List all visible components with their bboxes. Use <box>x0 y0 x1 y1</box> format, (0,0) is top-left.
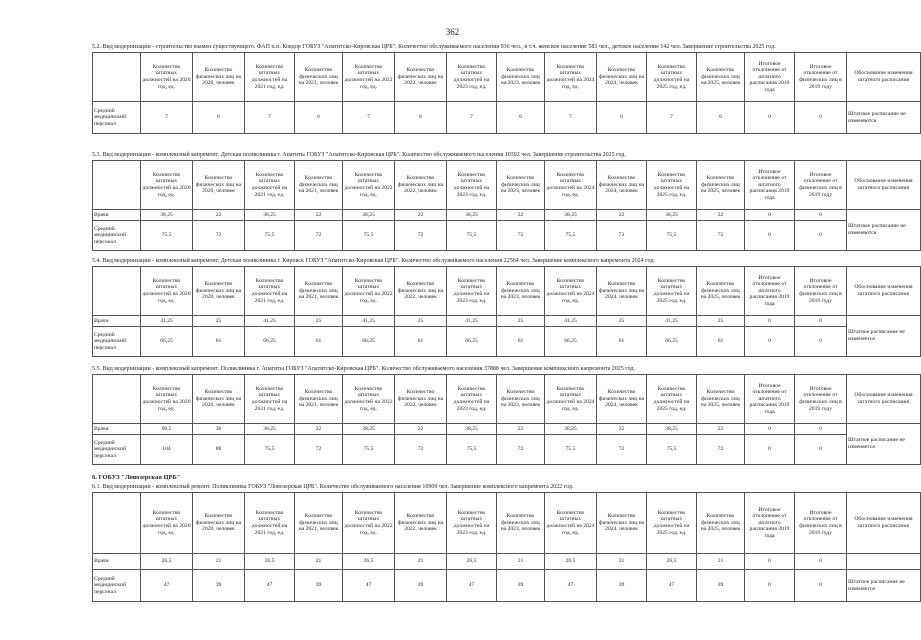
cell: 0 <box>745 210 795 221</box>
cell: 0 <box>745 554 795 570</box>
cell: 22 <box>597 210 647 221</box>
cell: 41,25 <box>245 316 295 327</box>
column-header: Количество физических лиц на 2021, человек <box>295 161 343 210</box>
column-header: Количество штатных должностей на 2024 год, ед. <box>545 53 597 102</box>
cell: 21 <box>597 554 647 570</box>
cell: 38,25 <box>343 210 395 221</box>
column-header: Количество физических лиц на 2023, человек <box>497 375 545 424</box>
cell: 25 <box>697 316 745 327</box>
cell: 22 <box>295 424 343 435</box>
cell: 41,25 <box>447 316 497 327</box>
column-header: Количество физических лиц на 2022, человек <box>395 53 447 102</box>
cell: 47 <box>545 570 597 602</box>
column-header: Количество физических лиц на 2024, человек <box>597 493 647 554</box>
column-header: Количество штатных должностей на 2024 год, ед. <box>545 161 597 210</box>
cell: 75,5 <box>245 221 295 251</box>
header-corner <box>93 267 141 316</box>
cell: 0 <box>745 327 795 357</box>
column-header: Количество физических лиц на 2024, человек <box>597 267 647 316</box>
cell: 21 <box>193 554 245 570</box>
row-label: Врачи <box>93 210 141 221</box>
cell: 39 <box>395 570 447 602</box>
row-label: Врачи <box>93 554 141 570</box>
column-header: Количество штатных должностей на 2021 год, ед. <box>245 161 295 210</box>
cell: 38,25 <box>647 424 697 435</box>
header-corner <box>93 161 141 210</box>
column-header: Обоснование изменения штатного расписания <box>847 375 921 424</box>
cell: 26,5 <box>447 554 497 570</box>
column-header: Количество штатных должностей на 2025 год, ед. <box>647 375 697 424</box>
cell: 88 <box>193 435 245 465</box>
column-header: Количество штатных должностей на 2023 год, ед. <box>447 493 497 554</box>
column-header: Итоговое отклонение от штатного расписания 2019 года <box>745 375 795 424</box>
table-row <box>93 210 921 221</box>
cell: 25 <box>193 316 245 327</box>
table-row <box>93 102 921 134</box>
table-row <box>93 435 921 465</box>
cell: 7 <box>545 102 597 134</box>
cell: 38,25 <box>245 424 295 435</box>
table-row <box>93 327 921 357</box>
org-title: 6. ГОБУЗ "Ловозерская ЦРБ" <box>92 474 181 481</box>
cell: 38,25 <box>245 210 295 221</box>
column-header: Количество физических лиц на 2022, человек <box>395 493 447 554</box>
column-header: Количество физических лиц на 2022, человек <box>395 161 447 210</box>
section-heading: 5.5. Вид модернизации - комплексный капремонт. Поликлиника г. Апатиты ГОБУЗ "Апатитско-Кировская ЦРБ". Количество обслуживаемого населения 37888 чел. Завершение комплексного капремонта 2025 год. <box>92 366 636 372</box>
cell: 0 <box>795 102 847 134</box>
cell: 7 <box>141 102 193 134</box>
cell: 6 <box>395 102 447 134</box>
header-row <box>93 161 921 210</box>
column-header: Количество физических лиц на 2022, человек <box>395 375 447 424</box>
cell: 104 <box>141 435 193 465</box>
staffing-table <box>92 52 921 134</box>
note-cell: Штатное расписание не изменяется <box>847 316 921 357</box>
page-number: 362 <box>445 27 460 37</box>
cell: 75,5 <box>343 221 395 251</box>
column-header: Количество штатных должностей на 2022 год, ед. <box>343 493 395 554</box>
note-cell: Штатные расписание не изменяются <box>847 102 921 134</box>
cell: 0 <box>795 327 847 357</box>
column-header: Итоговое отклонение от штатного расписания 2019 года <box>745 493 795 554</box>
column-header: Количество физических лиц на 2020, человек <box>193 267 245 316</box>
column-header: Количество физических лиц на 2023, человек <box>497 493 545 554</box>
cell: 38,25 <box>343 424 395 435</box>
cell: 66,25 <box>343 327 395 357</box>
cell: 72 <box>395 221 447 251</box>
cell: 72 <box>597 221 647 251</box>
cell: 41,25 <box>647 316 697 327</box>
staffing-table <box>92 374 921 465</box>
cell: 75,5 <box>647 221 697 251</box>
table-row <box>93 316 921 327</box>
cell: 26,5 <box>245 554 295 570</box>
row-label: Средний медицинский персонал <box>93 102 141 134</box>
cell: 26,5 <box>545 554 597 570</box>
cell: 0 <box>795 570 847 602</box>
column-header: Количество штатных должностей на 2024 год, ед. <box>545 267 597 316</box>
cell: 39 <box>597 570 647 602</box>
column-header: Количество штатных должностей на 2022 год, ед. <box>343 267 395 316</box>
column-header: Количество штатных должностей на 2025 год, ед. <box>647 493 697 554</box>
cell: 0 <box>795 554 847 570</box>
column-header: Количество физических лиц на 2021, человек <box>295 267 343 316</box>
cell: 72 <box>597 435 647 465</box>
cell: 6 <box>697 102 745 134</box>
column-header: Количество штатных должностей на 2021 год, ед. <box>245 53 295 102</box>
cell: 6 <box>193 102 245 134</box>
column-header: Количество физических лиц на 2025, человек <box>697 375 745 424</box>
column-header: Количество физических лиц на 2024, человек <box>597 53 647 102</box>
column-header: Количество физических лиц на 2021, человек <box>295 53 343 102</box>
cell: 22 <box>597 424 647 435</box>
cell: 61 <box>193 327 245 357</box>
cell: 47 <box>647 570 697 602</box>
row-label: Средний медицинский персонал <box>93 327 141 357</box>
staffing-table <box>92 160 921 251</box>
column-header: Обоснование изменения штатного расписания <box>847 161 921 210</box>
cell: 22 <box>193 210 245 221</box>
cell: 22 <box>497 424 545 435</box>
column-header: Количество физических лиц на 2025, человек <box>697 53 745 102</box>
column-header: Обоснование изменения штатного расписания <box>847 53 921 102</box>
column-header: Количество физических лиц на 2022, человек <box>395 267 447 316</box>
column-header: Количество физических лиц на 2025, человек <box>697 493 745 554</box>
cell: 22 <box>395 424 447 435</box>
cell: 25 <box>597 316 647 327</box>
column-header: Итоговое отклонение от физических лиц в 2019 году <box>795 161 847 210</box>
column-header: Количество штатных должностей на 2020 год, ед. <box>141 375 193 424</box>
column-header: Итоговое отклонение от физических лиц в 2019 году <box>795 375 847 424</box>
cell: 25 <box>295 316 343 327</box>
cell: 66,25 <box>647 327 697 357</box>
section-5-5 <box>92 366 913 465</box>
cell: 6 <box>497 102 545 134</box>
column-header: Количество физических лиц на 2023, человек <box>497 267 545 316</box>
cell: 75,5 <box>545 221 597 251</box>
cell: 0 <box>795 424 847 435</box>
staffing-table <box>92 266 921 357</box>
row-label: Средний медицинский персонал <box>93 435 141 465</box>
column-header: Количество штатных должностей на 2022 год, ед. <box>343 375 395 424</box>
cell: 75,5 <box>447 221 497 251</box>
column-header: Обоснование изменения штатного расписания <box>847 267 921 316</box>
column-header: Количество физических лиц на 2024, человек <box>597 375 647 424</box>
row-label: Средний медицинский персонал <box>93 221 141 251</box>
cell: 0 <box>795 221 847 251</box>
cell: 21 <box>395 554 447 570</box>
column-header: Итоговое отклонение от физических лиц в 2019 году <box>795 493 847 554</box>
cell: 7 <box>647 102 697 134</box>
column-header: Количество штатных должностей на 2025 год, ед. <box>647 267 697 316</box>
cell: 41,25 <box>141 316 193 327</box>
cell: 41,25 <box>545 316 597 327</box>
staffing-table <box>92 492 921 602</box>
column-header: Количество штатных должностей на 2024 год, ед. <box>545 493 597 554</box>
cell: 22 <box>497 210 545 221</box>
table-row <box>93 570 921 602</box>
note-cell: Штатные расписание не изменяются <box>847 210 921 251</box>
column-header: Количество физических лиц на 2020, человек <box>193 375 245 424</box>
cell: 72 <box>697 435 745 465</box>
cell: 0 <box>795 435 847 465</box>
cell: 21 <box>497 554 545 570</box>
section-heading: 6.1. Вид модернизации - комплексный ремонт. Поликлиника ГОБУЗ "Ловозерская ЦРБ". Количество обслуживаемого населения 10909 чел. Завершение комплексного капремонта 2022 год. <box>92 484 574 490</box>
column-header: Количество физических лиц на 2020, человек <box>193 493 245 554</box>
cell: 7 <box>245 102 295 134</box>
cell: 38,25 <box>647 210 697 221</box>
column-header: Итоговое отклонение от штатного расписания 2019 года <box>745 161 795 210</box>
cell: 66,25 <box>141 327 193 357</box>
cell: 66,25 <box>245 327 295 357</box>
table-row <box>93 424 921 435</box>
column-header: Количество физических лиц на 2021, человек <box>295 375 343 424</box>
cell: 75,5 <box>245 435 295 465</box>
cell: 66,25 <box>545 327 597 357</box>
cell: 38,25 <box>447 210 497 221</box>
section-5-3 <box>92 152 913 251</box>
column-header: Итоговое отклонение от физических лиц в 2019 году <box>795 267 847 316</box>
table-row <box>93 221 921 251</box>
cell: 21 <box>295 554 343 570</box>
cell: 26,5 <box>343 554 395 570</box>
cell: 72 <box>193 221 245 251</box>
cell: 38,25 <box>545 210 597 221</box>
column-header: Количество штатных должностей на 2021 год, ед. <box>245 493 295 554</box>
cell: 47 <box>343 570 395 602</box>
cell: 38,25 <box>545 424 597 435</box>
cell: 61 <box>697 327 745 357</box>
cell: 0 <box>745 435 795 465</box>
cell: 47 <box>141 570 193 602</box>
cell: 61 <box>395 327 447 357</box>
cell: 47 <box>447 570 497 602</box>
section-5-4 <box>92 258 913 357</box>
header-corner <box>93 53 141 102</box>
cell: 38,25 <box>447 424 497 435</box>
section-6-1 <box>92 474 913 602</box>
cell: 25 <box>497 316 545 327</box>
column-header: Количество физических лиц на 2021, человек <box>295 493 343 554</box>
cell: 39 <box>295 570 343 602</box>
cell: 38,25 <box>141 210 193 221</box>
note-cell: Штатное расписание не изменяется <box>847 424 921 465</box>
cell: 0 <box>745 316 795 327</box>
cell: 0 <box>795 316 847 327</box>
cell: 26,5 <box>647 554 697 570</box>
header-corner <box>93 375 141 424</box>
cell: 72 <box>295 221 343 251</box>
column-header: Количество штатных должностей на 2023 год, ед. <box>447 53 497 102</box>
column-header: Количество штатных должностей на 2023 год, ед. <box>447 267 497 316</box>
column-header: Количество штатных должностей на 2020 год, ед. <box>141 267 193 316</box>
cell: 75,5 <box>343 435 395 465</box>
section-5-2 <box>92 44 913 134</box>
cell: 60,5 <box>141 424 193 435</box>
header-row <box>93 267 921 316</box>
column-header: Количество штатных должностей на 2022 год, ед. <box>343 53 395 102</box>
column-header: Количество физических лиц на 2025, человек <box>697 161 745 210</box>
cell: 61 <box>497 327 545 357</box>
column-header: Обоснование изменения штатного расписания <box>847 493 921 554</box>
cell: 72 <box>395 435 447 465</box>
column-header: Количество штатных должностей на 2021 год, ед. <box>245 267 295 316</box>
cell: 75,5 <box>141 221 193 251</box>
cell: 6 <box>295 102 343 134</box>
column-header: Количество физических лиц на 2020, человек <box>193 53 245 102</box>
header-row <box>93 493 921 554</box>
section-heading: 5.2. Вид модернизации - строительство взамен существующего. ФАП н.п. Ковдор ГОБУЗ "Апатитско-Кировская ЦРБ". Количество обслуживаемого населения 936 чел., в т.ч. женское население 583 чел., детское население 142 чел. Завершение строительства 2025 год. <box>92 44 776 50</box>
column-header: Количество штатных должностей на 2023 год, ед. <box>447 161 497 210</box>
cell: 0 <box>745 570 795 602</box>
column-header: Количество штатных должностей на 2024 год, ед. <box>545 375 597 424</box>
header-row <box>93 375 921 424</box>
cell: 22 <box>295 210 343 221</box>
row-label: Врачи <box>93 424 141 435</box>
cell: 66,25 <box>447 327 497 357</box>
cell: 0 <box>795 210 847 221</box>
cell: 0 <box>745 221 795 251</box>
section-heading: 5.3. Вид модернизации - комплексный капремонт. Детская поликлиника г. Апатиты ГОБУЗ "Апатитско-Кировская ЦРБ". Количество обслуживаемого населения 10392 чел. Завершение строительства 2025 год. <box>92 152 626 158</box>
cell: 39 <box>497 570 545 602</box>
cell: 6 <box>597 102 647 134</box>
cell: 25 <box>395 316 447 327</box>
header-corner <box>93 493 141 554</box>
cell: 75,5 <box>447 435 497 465</box>
table-row <box>93 554 921 570</box>
column-header: Количество физических лиц на 2023, человек <box>497 161 545 210</box>
section-heading: 5.4. Вид модернизации - комплексный капремонт. Детская поликлиника г. Кировск ГОБУЗ "Апатитско-Кировская ЦРБ". Количество обслуживаемого населения 22564 чел. Завершение комплексного капремонта 2024 год. <box>92 258 655 264</box>
cell: 21 <box>697 554 745 570</box>
cell: 61 <box>597 327 647 357</box>
cell: 39 <box>697 570 745 602</box>
column-header: Количество физических лиц на 2025, человек <box>697 267 745 316</box>
column-header: Количество штатных должностей на 2025 год, ед. <box>647 53 697 102</box>
column-header: Итоговое отклонение от штатного расписания 2019 года <box>745 267 795 316</box>
column-header: Количество штатных должностей на 2023 год, ед. <box>447 375 497 424</box>
cell: 22 <box>697 424 745 435</box>
note-cell: Штатное расписание не изменяется <box>847 570 921 602</box>
cell: 26,5 <box>141 554 193 570</box>
cell: 75,5 <box>545 435 597 465</box>
cell: 75,5 <box>647 435 697 465</box>
column-header: Количество физических лиц на 2023, человек <box>497 53 545 102</box>
cell: 22 <box>697 210 745 221</box>
cell: 0 <box>745 102 795 134</box>
column-header: Количество штатных должностей на 2020 год, ед. <box>141 161 193 210</box>
cell: 72 <box>295 435 343 465</box>
column-header: Количество штатных должностей на 2020 год, ед. <box>141 53 193 102</box>
cell: 41,25 <box>343 316 395 327</box>
cell: 61 <box>295 327 343 357</box>
row-label: Врачи <box>93 316 141 327</box>
header-row <box>93 53 921 102</box>
cell: 7 <box>343 102 395 134</box>
column-header: Количество штатных должностей на 2025 год, ед. <box>647 161 697 210</box>
note-cell <box>847 554 921 570</box>
cell: 22 <box>395 210 447 221</box>
row-label: Средний медицинский персонал <box>93 570 141 602</box>
column-header: Итоговое отклонение от штатного расписания 2019 года <box>745 53 795 102</box>
column-header: Количество штатных должностей на 2020 год, ед. <box>141 493 193 554</box>
cell: 72 <box>497 221 545 251</box>
column-header: Количество физических лиц на 2024, человек <box>597 161 647 210</box>
column-header: Количество штатных должностей на 2021 год, ед. <box>245 375 295 424</box>
column-header: Количество штатных должностей на 2022 год, ед. <box>343 161 395 210</box>
cell: 47 <box>245 570 295 602</box>
cell: 72 <box>697 221 745 251</box>
cell: 0 <box>745 424 795 435</box>
column-header: Количество физических лиц на 2020, человек <box>193 161 245 210</box>
cell: 72 <box>497 435 545 465</box>
cell: 7 <box>447 102 497 134</box>
cell: 39 <box>193 570 245 602</box>
cell: 36 <box>193 424 245 435</box>
column-header: Итоговое отклонение от физических лиц в 2019 году <box>795 53 847 102</box>
